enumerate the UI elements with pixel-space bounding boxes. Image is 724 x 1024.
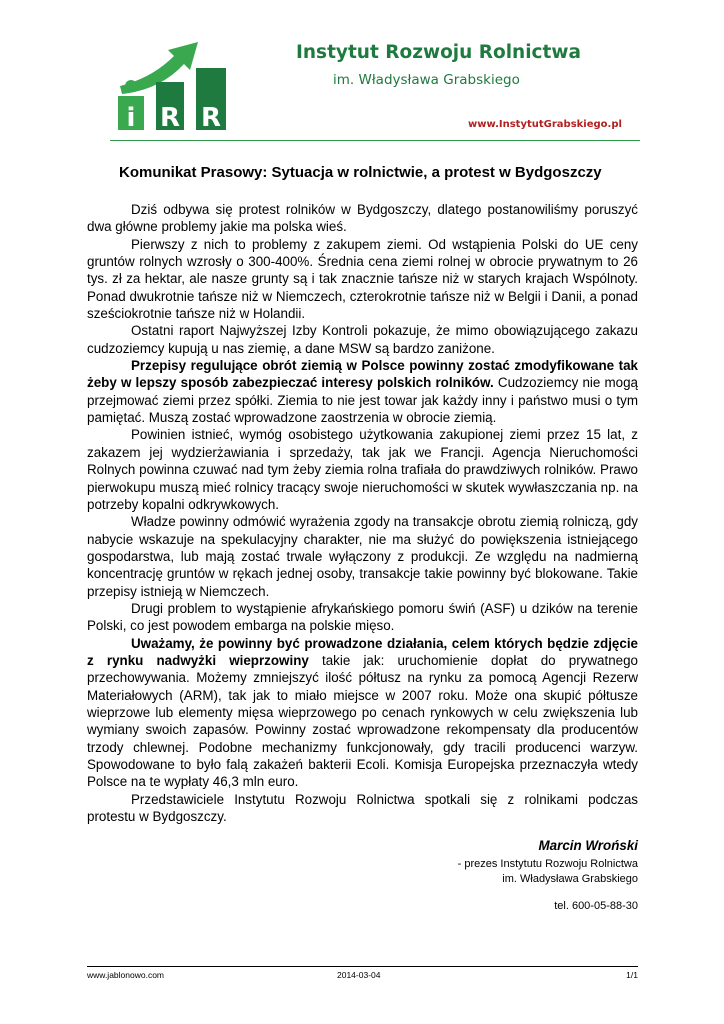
signature-role-line2: im. Władysława Grabskiego [502, 872, 638, 885]
footer-divider [87, 966, 638, 967]
paragraph: Dziś odbywa się protest rolników w Bydgoszczy, dlatego postanowiliśmy poruszyć dwa główne problemy jakie ma polska wieś. [87, 202, 638, 235]
paragraph-bold-lead: Przepisy regulujące obrót ziemią w Polsce powinny zostać zmodyfikowane tak żeby w lepszy sposób zabezpieczać interesy polskich rolników. [87, 358, 638, 391]
paragraph: Pierwszy z nich to problemy z zakupem ziemi. Od wstąpienia Polski do UE ceny gruntów rolnych wzrosły o 300-400%. Średnia cena ziemi rolnej w obrocie prywatnym to 26 tys. zł za hektar, ale nasze grunty są i tak znacznie tańsze niż w starych krajach Wspólnoty. Ponad dwukrotnie tańsze niż w Niemczech, czterokrotnie tańsze niż w Belgii i Danii, a ponad sześciokrotnie tańsze niż w Holandii. [87, 236, 638, 322]
irr-logo [112, 20, 232, 132]
paragraph [87, 357, 638, 426]
footer-website[interactable]: www.jablonowo.com [87, 970, 165, 980]
org-subtitle: im. Władysława Grabskiego [333, 72, 520, 88]
paragraph: Powinien istnieć, wymóg osobistego użytkowania zakupionej ziemi przez 15 lat, z zakazem jej wydzierżawiania i sprzedaży, tak jak we Francji. Agencja Nieruchomości Rolnych powinna czuwać nad tym żeby ziemia rolna trafiała do prawdziwych rolników. Prawo pierwokupu muszą mieć rolnicy tracący swoje nieruchomości w skutek wywłaszczania np. na potrzeby kopalni odkrywkowych. [87, 427, 638, 512]
paragraph [87, 635, 638, 791]
signature-role-line1: - prezes Instytutu Rozwoju Rolnictwa [457, 858, 638, 870]
page-title: Komunikat Prasowy: Sytuacja w rolnictwie, a protest w Bydgoszczy [119, 164, 602, 181]
paragraph: Władze powinny odmówić wyrażenia zgody na transakcje obrotu ziemią rolniczą, gdy nabycie wskazuje na spekulacyjny charakter, nie ma służyć do powiększenia istniejącego gospodarstwa, lub mają zostać trwale wyłączony z produkcji. Ze względu na nadmierną koncentrację gruntów w rękach jednej osoby, transakcje takie powinny być blokowane. Takie przepisy istnieją w Niemczech. [87, 514, 638, 599]
logo-letter-i: i [126, 103, 136, 132]
press-release-body [87, 201, 638, 825]
logo-letter-r2: R [200, 103, 222, 132]
paragraph-text: takie jak: uruchomienie dopłat do prywatnego przechowywania. Możemy zmniejszyć ilość półtusz na rynku za pomocą Agencji Rezerw Materiałowych (ARM), tak jak to miało miejsce w 2007 roku. Może ona skupić półtusze wieprzowe lub elementy mięsa wieprzowego po cenach rynkowych w celu zwiększenia lub wymiany swoich zapasów. Powinny zostać wprowadzone rekompensaty dla producentów trzody chlewnej. Podobne mechanizmy funkcjonowały, gdy tracili producenci warzyw. Spowodowane to było falą zakażeń bakterii Ecoli. Komisja Europejska przeznaczyła wtedy Polsce na te wypłaty 46,3 mln euro. [87, 652, 638, 790]
footer-page-number: 1/1 [626, 970, 638, 980]
logo-letter-r1: R [159, 103, 181, 132]
signature-name: Marcin Wroński [538, 838, 638, 853]
signature-phone: tel. 600-05-88-30 [554, 900, 638, 912]
paragraph-text: Cudzoziemcy nie mogą przejmować ziemi przez spółki. Ziemia to nie jest towar jak każdy inny i państwo musi o tym pamiętać. Muszą zostać wprowadzone zaostrzenia w obrocie ziemią. [87, 375, 638, 426]
logo-dot [125, 80, 137, 92]
org-name: Instytut Rozwoju Rolnictwa [296, 42, 581, 63]
signature-role [458, 857, 638, 886]
paragraph: Przedstawiciele Instytutu Rozwoju Rolnictwa spotkali się z rolnikami podczas protestu w Bydgoszczy. [87, 791, 638, 825]
paragraph-bold-lead: Uważamy, że powinny być prowadzone działania, celem których będzie zdjęcie z rynku nadwyżki wieprzowiny [87, 635, 638, 668]
header-divider [110, 140, 640, 141]
footer-date: 2014-03-04 [337, 970, 381, 980]
paragraph: Drugi problem to wystąpienie afrykańskiego pomoru świń (ASF) u dzików na terenie Polski, co jest powodem embarga na polskie mięso. [87, 600, 638, 634]
paragraph: Ostatni raport Najwyższej Izby Kontroli pokazuje, że mimo obowiązującego zakazu cudzoziemcy kupują u nas ziemię, a dane MSW są bardzo zaniżone. [87, 323, 638, 356]
org-website-link[interactable]: www.InstytutGrabskiego.pl [468, 119, 622, 130]
